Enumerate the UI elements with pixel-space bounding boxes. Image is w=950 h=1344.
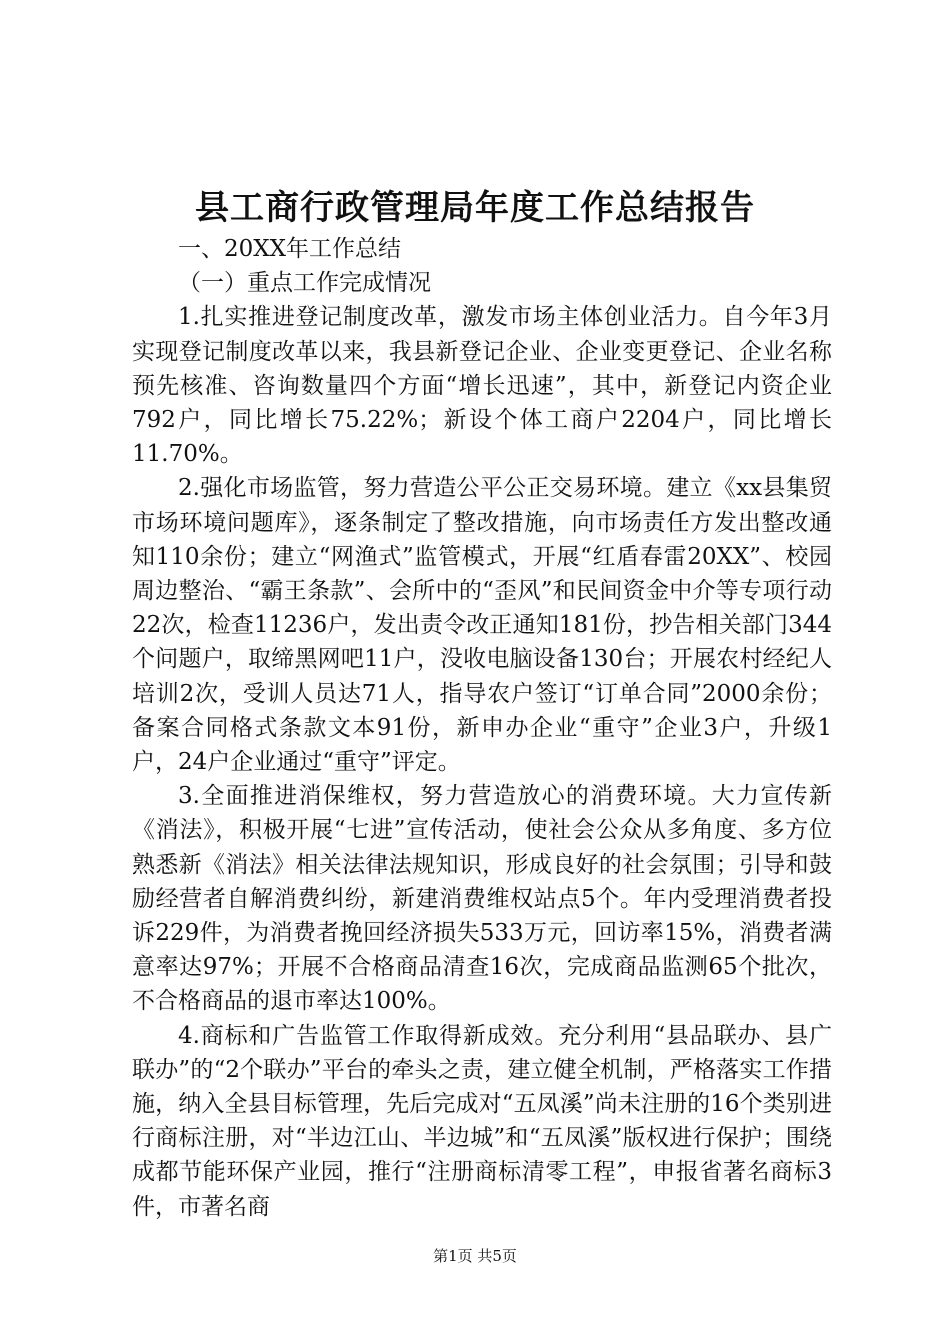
- paragraph-market-supervision: 2.强化市场监管，努力营造公平公正交易环境。建立《xx县集贸市场环境问题库》，逐条制定了整改措施，向市场责任方发出整改通知110余份；建立“网渔式”监管模式，开展“红盾春雷20XX”、校园周边整治、“霸王条款”、会所中的“歪风”和民间资金中介等专项行动22次，检查11236户，发出责令改正通知181份，抄告相关部门344个问题户，取缔黑网吧11户，没收电脑设备130台；开展农村经纪人培训2次，受训人员达71人，指导农户签订“订单合同”2000余份；备案合同格式条款文本91份，新申办企业“重守”企业3户，升级1户，24户企业通过“重守”评定。: [132, 475, 832, 776]
- section-heading: 一、20XX年工作总结: [178, 236, 402, 262]
- paragraph-consumer-protection: 3.全面推进消保维权，努力营造放心的消费环境。大力宣传新《消法》，积极开展“七进”宣传活动，使社会公众从多角度、多方位熟悉新《消法》相关法律法规知识，形成良好的社会氛围；引导和鼓励经营者自解消费纠纷，新建消费维权站点5个。年内受理消费者投诉229件，为消费者挽回经济损失533万元，回访率15%，消费者满意率达97%；开展不合格商品清查16次，完成商品监测65个批次，不合格商品的退市率达100%。: [132, 783, 832, 1015]
- document-body: [132, 232, 832, 1224]
- paragraph-registration-reform: 1.扎实推进登记制度改革，激发市场主体创业活力。自今年3月实现登记制度改革以来，我县新登记企业、企业变更登记、企业名称预先核准、咨询数量四个方面“增长迅速”，其中，新登记内资企业792户，同比增长75.22%；新设个体工商户2204户，同比增长11.70%。: [132, 304, 832, 468]
- page-number-footer: 第1页 共5页: [433, 1247, 517, 1265]
- document-title: 县工商行政管理局年度工作总结报告: [195, 188, 755, 228]
- subsection-heading: （一）重点工作完成情况: [178, 270, 431, 297]
- paragraph-trademark-advertising: 4.商标和广告监管工作取得新成效。充分利用“县品联办、县广联办”的“2个联办”平台的牵头之责，建立健全机制，严格落实工作措施，纳入全县目标管理，先后完成对“五凤溪”尚未注册的16个类别进行商标注册，对“半边江山、半边城”和“五凤溪”版权进行保护；围绕成都节能环保产业园，推行“注册商标清零工程”，申报省著名商标3件，市著名商: [132, 1022, 832, 1220]
